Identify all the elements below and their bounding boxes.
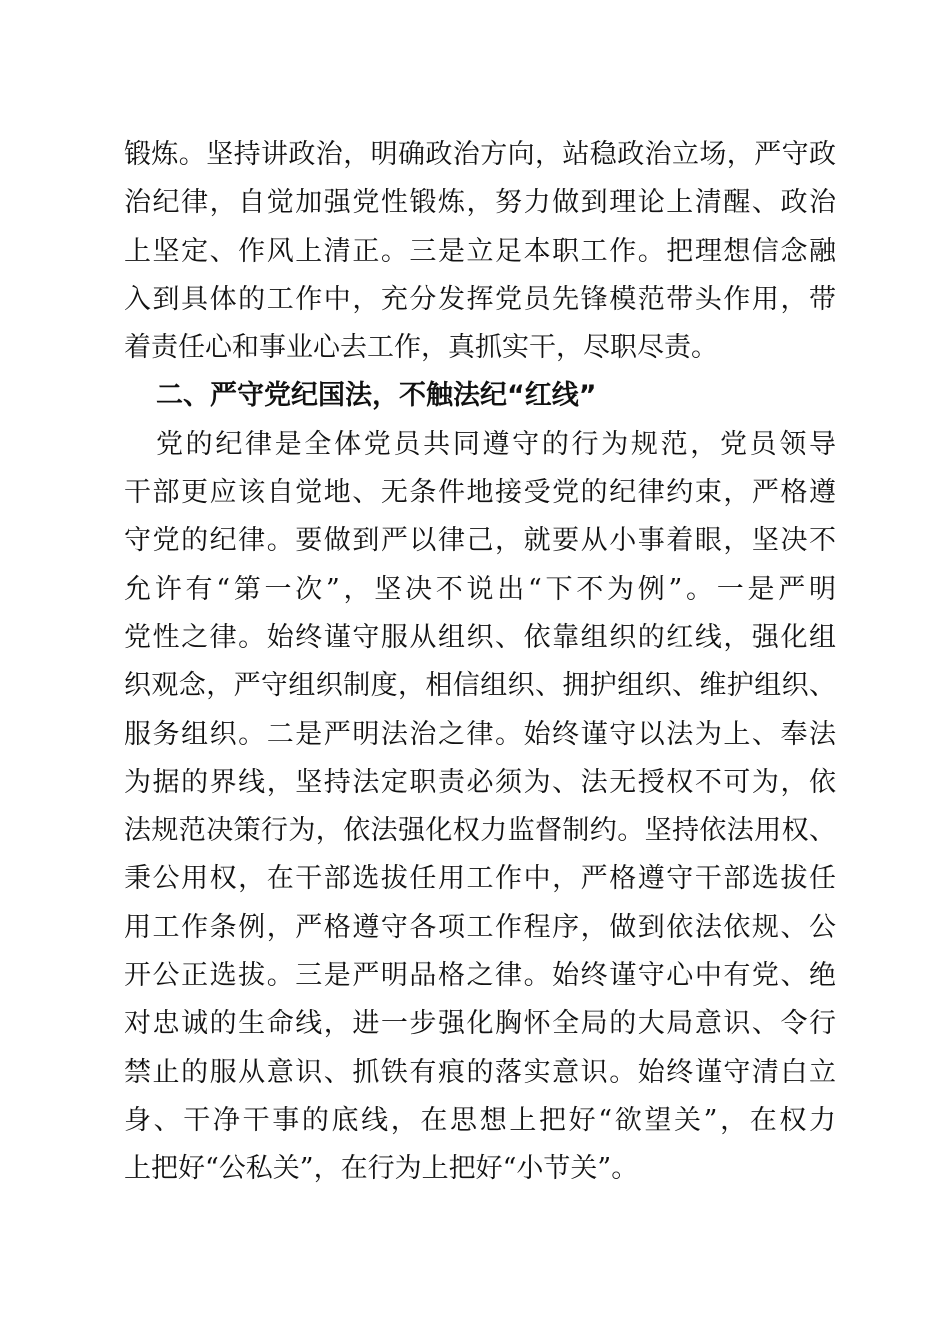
paragraph-line: 禁止的服从意识、抓铁有痕的落实意识。始终谨守清白立 [124,1056,836,1088]
paragraph-line: 党的纪律是全体党员共同遵守的行为规范，党员领导 [156,428,836,460]
paragraph-line: 服务组织。二是严明法治之律。始终谨守以法为上、奉法 [124,718,836,750]
paragraph-line: 对忠诚的生命线，进一步强化胸怀全局的大局意识、令行 [124,1008,836,1040]
paragraph-line: 法规范决策行为，依法强化权力监督制约。坚持依法用权、 [124,815,836,847]
paragraph-line: 上把好“公私关”，在行为上把好“小节关”。 [124,1153,639,1185]
paragraph-line: 上坚定、作风上清正。三是立足本职工作。把理想信念融 [124,235,836,267]
paragraph-line: 秉公用权，在干部选拔任用工作中，严格遵守干部选拔任 [124,863,836,895]
section-heading: 二、严守党纪国法，不触法纪“红线” [156,380,597,412]
paragraph-line: 守党的纪律。要做到严以律己，就要从小事着眼，坚决不 [124,525,836,557]
document-body [124,131,836,1194]
paragraph-line: 锻炼。坚持讲政治，明确政治方向，站稳政治立场，严守政 [124,139,836,170]
paragraph-line: 党性之律。始终谨守服从组织、依靠组织的红线，强化组 [124,621,836,653]
paragraph-2 [124,421,836,1194]
paragraph-line: 身、干净干事的底线，在思想上把好“欲望关”，在权力 [124,1104,836,1136]
paragraph-1 [124,131,836,372]
paragraph-line: 为据的界线，坚持法定职责必须为、法无授权不可为，依 [124,766,836,798]
paragraph-line: 治纪律，自觉加强党性锻炼，努力做到理论上清醒、政治 [124,187,836,219]
paragraph-line: 入到具体的工作中，充分发挥党员先锋模范带头作用，带 [124,283,836,315]
paragraph-line: 允许有“第一次”，坚决不说出“下不为例”。一是严明 [124,573,836,605]
paragraph-line: 着责任心和事业心去工作，真抓实干，尽职尽责。 [124,332,718,364]
paragraph-line: 用工作条例，严格遵守各项工作程序，做到依法依规、公 [124,911,836,943]
paragraph-line: 干部更应该自觉地、无条件地接受党的纪律约束，严格遵 [124,477,836,509]
paragraph-line: 开公正选拔。三是严明品格之律。始终谨守心中有党、绝 [124,960,836,992]
paragraph-line: 织观念，严守组织制度，相信组织、拥护组织、维护组织、 [124,670,836,702]
